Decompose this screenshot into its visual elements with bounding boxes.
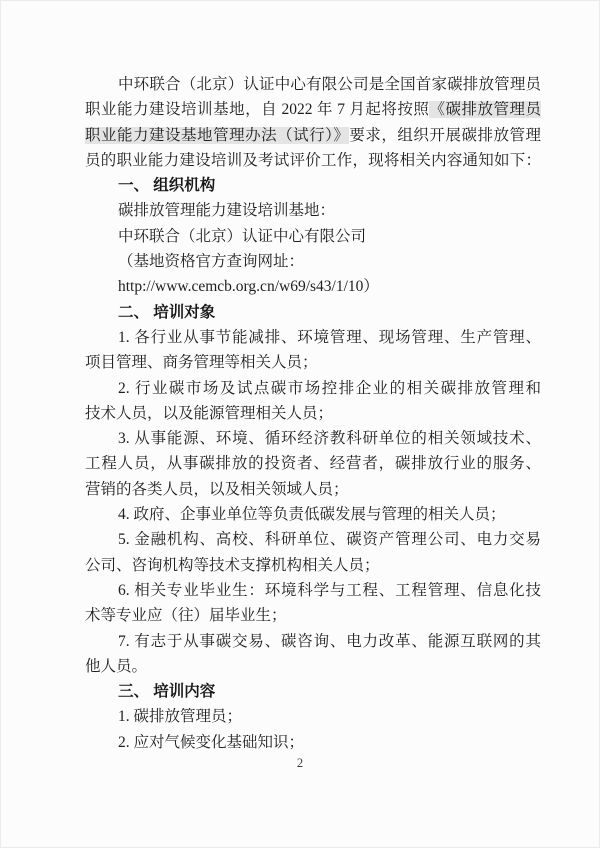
list-item-line: 5. 金融机构、高校、科研单位、碳资产管理公司、电力交易 bbox=[118, 531, 541, 549]
page-number: 2 bbox=[296, 756, 304, 770]
list-item-line: 1. 各行业从事节能减排、环境管理、现场管理、生产管理、 bbox=[118, 328, 541, 346]
highlighted-text: 职业能力建设基地管理办法（试行）》 bbox=[85, 126, 350, 144]
list-item-line: 工程人员，从事碳排放的投资者、经营者，碳排放行业的服务、 bbox=[85, 455, 541, 473]
list-item-line: 7. 有志于从事碳交易、碳咨询、电力改革、能源互联网的其 bbox=[118, 632, 541, 650]
section-heading-trainees: 二、 培训对象 bbox=[118, 303, 216, 321]
list-item-line: 技术人员，以及能源管理相关人员； bbox=[85, 404, 334, 422]
paragraph-line bbox=[85, 97, 541, 122]
highlighted-text: 《碳排放管理员 bbox=[429, 101, 541, 119]
section-heading-organization: 一、 组织机构 bbox=[118, 177, 216, 195]
paragraph-line: 碳排放管理能力建设培训基地： bbox=[118, 202, 336, 220]
document-content bbox=[85, 72, 541, 755]
paragraph-line bbox=[85, 123, 541, 148]
section-heading-content: 三、 培训内容 bbox=[118, 683, 216, 701]
paragraph-line: 中环联合（北京）认证中心有限公司 bbox=[118, 227, 367, 245]
list-item-line: 3. 从事能源、环境、循环经济教科研单位的相关领域技术、 bbox=[118, 430, 541, 448]
list-item-line: 2. 行业碳市场及试点碳市场控排企业的相关碳排放管理和 bbox=[118, 379, 541, 397]
text-segment: 职业能力建设培训基地，自 2022 年 7 月起将按照 bbox=[85, 101, 430, 119]
list-item-line: 术等专业应（往）届毕业生； bbox=[85, 607, 287, 625]
paragraph-line: 中环联合（北京）认证中心有限公司是全国首家碳排放管理员 bbox=[118, 76, 541, 93]
paragraph-line: 员的职业能力建设培训及考试评价工作，现将相关内容通知如下： bbox=[85, 151, 541, 169]
paragraph-line: （基地资格官方查询网址： bbox=[118, 253, 305, 271]
list-item-line: 6. 相关专业毕业生：环境科学与工程、工程管理、信息化技 bbox=[118, 581, 541, 599]
list-item-line: 4. 政府、企事业单位等负责低碳发展与管理的相关人员； bbox=[118, 506, 506, 524]
list-item-line: 项目管理、商务管理等相关人员； bbox=[85, 354, 318, 372]
list-item-line: 他人员。 bbox=[85, 657, 148, 675]
list-item-line: 公司、咨询机构等技术支撑机构相关人员； bbox=[85, 556, 380, 574]
base-query-url: http://www.cemcb.org.cn/w69/s43/1/10） bbox=[118, 278, 379, 296]
list-item-line: 2. 应对气候变化基础知识； bbox=[118, 733, 305, 751]
list-item-line: 营销的各类人员，以及相关领域人员； bbox=[85, 480, 349, 498]
list-item-line: 1. 碳排放管理员； bbox=[118, 708, 243, 726]
text-segment: 要求，组织开展碳排放管理 bbox=[349, 126, 541, 144]
